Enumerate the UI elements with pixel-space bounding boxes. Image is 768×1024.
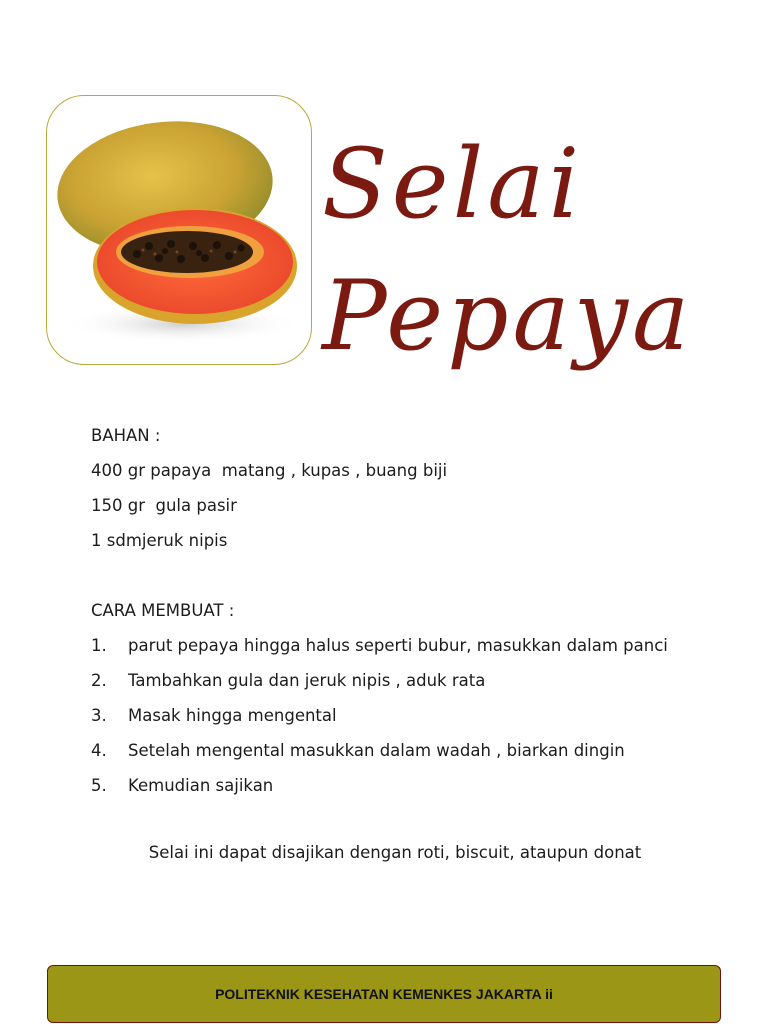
step-number: 1. <box>91 636 107 655</box>
method-heading: CARA MEMBUAT : <box>91 601 235 620</box>
papaya-photo-icon <box>47 96 312 365</box>
method-step <box>91 628 731 663</box>
method-step <box>91 768 731 803</box>
recipe-title <box>322 118 752 382</box>
step-text: Kemudian sajikan <box>128 776 274 795</box>
title-line-1: Selai <box>322 128 584 240</box>
ingredient-item: 1 sdmjeruk nipis <box>91 531 228 550</box>
step-text: parut pepaya hingga halus seperti bubur, masukkan dalam panci <box>128 636 668 655</box>
ingredients-heading: BAHAN : <box>91 426 161 445</box>
footer-banner <box>47 965 721 1023</box>
spacer <box>91 558 731 593</box>
method-step <box>91 698 731 733</box>
step-text: Masak hingga mengental <box>128 706 337 725</box>
title-line-2: Pepaya <box>322 260 694 372</box>
papaya-image-frame <box>46 95 312 365</box>
step-number: 2. <box>91 671 107 690</box>
step-text: Setelah mengental masukkan dalam wadah , biarkan dingin <box>128 741 625 760</box>
ingredient-item: 150 gr gula pasir <box>91 496 237 515</box>
step-number: 3. <box>91 706 107 725</box>
method-step <box>91 663 731 698</box>
step-number: 4. <box>91 741 107 760</box>
footer-text: POLITEKNIK KESEHATAN KEMENKES JAKARTA ii <box>215 986 553 1002</box>
serving-note: Selai ini dapat disajikan dengan roti, biscuit, ataupun donat <box>148 843 642 862</box>
step-number: 5. <box>91 776 107 795</box>
recipe-content <box>91 418 731 803</box>
step-text: Tambahkan gula dan jeruk nipis , aduk rata <box>128 671 486 690</box>
ingredient-item: 400 gr papaya matang , kupas , buang biji <box>91 461 448 480</box>
method-step <box>91 733 731 768</box>
